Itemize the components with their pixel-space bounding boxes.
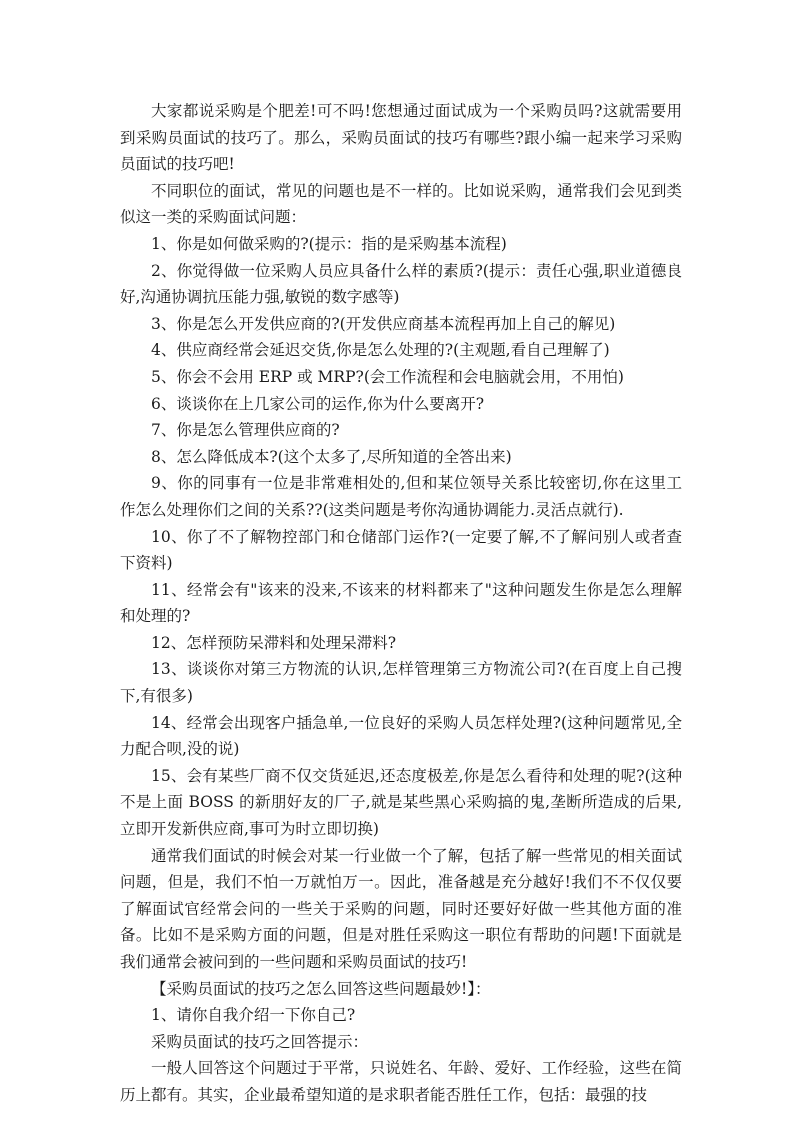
preparation-paragraph: 通常我们面试的时候会对某一行业做一个了解，包括了解一些常见的相关面试问题，但是，我们不怕一万就怕万一。因此，准备越是充分越好!我们不不仅仅要了解面试官经常会问的一些关于采购的问题，同时还要好好做一些其他方面的准备。比如不是采购方面的问题，但是对胜任采购这一职位有帮助的问题!下面就是我们通常会被问到的一些问题和采购员面试的技巧! [120, 846, 682, 971]
section-heading: 【采购员面试的技巧之怎么回答这些问题最妙!】： [151, 979, 491, 998]
context-paragraph: 不同职位的面试，常见的问题也是不一样的。比如说采购，通常我们会见到类似这一类的采购面试问题： [120, 181, 682, 227]
question-item-15: 15、会有某些厂商不仅交货延迟,还态度极差,你是怎么看待和处理的呢?(这种不是上面 BOSS 的新朋好友的厂子,就是某些黑心采购搞的鬼,垄断所造成的后果,立即开发新供应商,事可为时立即切换) [120, 766, 682, 839]
question-item-1: 1、你是如何做采购的?(提示：指的是采购基本流程) [151, 234, 507, 253]
question-item-2: 2、你觉得做一位采购人员应具备什么样的素质?(提示：责任心强,职业道德良好,沟通协调抗压能力强,敏锐的数字感等) [120, 261, 682, 307]
question-item-11: 11、经常会有"该来的没来,不该来的材料都来了"这种问题发生你是怎么理解和处理的? [120, 580, 682, 626]
question-item-14: 14、经常会出现客户插急单,一位良好的采购人员怎样处理?(这种问题常见,全力配合呗,没的说) [120, 713, 682, 759]
question-item-7: 7、你是怎么管理供应商的? [151, 421, 340, 440]
answer-tip-paragraph: 一般人回答这个问题过于平常，只说姓名、年龄、爱好、工作经验，这些在简历上都有。其实，企业最希望知道的是求职者能否胜任工作，包括：最强的技 [120, 1059, 682, 1104]
question-item-9: 9、你的同事有一位是非常难相处的,但和某位领导关系比较密切,你在这里工作怎么处理你们之间的关系??(这类问题是考你沟通协调能力.灵活点就行). [120, 474, 682, 519]
question-item-4: 4、供应商经常会延迟交货,你是怎么处理的?(主观题,看自己理解了) [151, 341, 610, 360]
question-item-8: 8、怎么降低成本?(这个太多了,尽所知道的全答出来) [151, 447, 512, 466]
answer-tip-label: 采购员面试的技巧之回答提示： [151, 1032, 369, 1051]
question-item-10: 10、你了不了解物控部门和仓储部门运作?(一定要了解,不了解问别人或者查下资料) [120, 527, 682, 573]
interview-question-1: 1、请你自我介绍一下你自己? [151, 1006, 356, 1025]
question-item-6: 6、谈谈你在上几家公司的运作,你为什么要离开? [151, 394, 485, 413]
intro-paragraph: 大家都说采购是个肥差!可不吗!您想通过面试成为一个采购员吗?这就需要用到采购员面试的技巧了。那么，采购员面试的技巧有哪些?跟小编一起来学习采购员面试的技巧吧! [120, 102, 682, 174]
question-item-13: 13、谈谈你对第三方物流的认识,怎样管理第三方物流公司?(在百度上自己搜下,有很多) [120, 660, 682, 706]
question-item-12: 12、怎样预防呆滞料和处理呆滞料? [151, 633, 397, 652]
question-item-5: 5、你会不会用 ERP 或 MRP?(会工作流程和会电脑就会用，不用怕) [151, 367, 624, 386]
document-body [120, 98, 682, 1109]
question-item-3: 3、你是怎么开发供应商的?(开发供应商基本流程再加上自己的解见) [151, 314, 616, 333]
